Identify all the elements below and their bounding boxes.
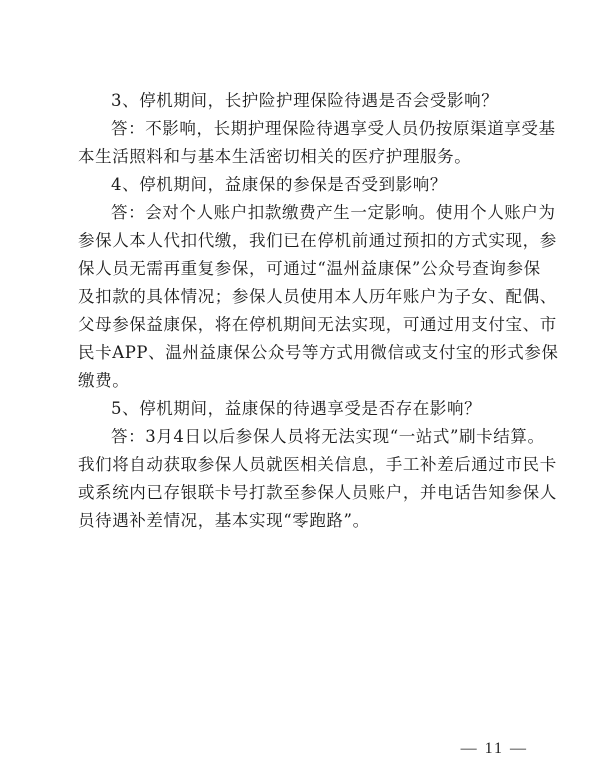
answer-line: 答：3月4日以后参保人员将无法实现“一站式”刷卡结算。 [111,427,545,446]
answer-line: 员待遇补差情况，基本实现“零跑路”。 [78,511,370,530]
answer-line: 或系统内已存银联卡号打款至参保人员账户，并电话告知参保人 [78,483,557,502]
answer-line: 答：不影响，长期护理保险待遇享受人员仍按原渠道享受基 [111,119,556,138]
answer-line: 民卡APP、温州益康保公众号等方式用微信或支付宝的形式参保 [78,343,559,362]
page-number: — 11 — [460,740,528,757]
document-body [78,87,559,535]
faq-question-3 [78,87,548,115]
answer-line: 本生活照料和与基本生活密切相关的医疗护理服务。 [78,147,472,166]
faq-section-5 [78,395,557,535]
faq-section-3 [78,87,556,171]
answer-line: 保人员无需再重复参保，可通过“温州益康保”公众号查询参保 [78,259,541,278]
answer-line: 答：会对个人账户扣款缴费产生一定影响。使用个人账户为 [111,203,556,222]
faq-question-4 [78,171,548,199]
answer-line: 参保人本人代扣代缴，我们已在停机前通过预扣的方式实现，参 [78,231,557,250]
answer-line: 父母参保益康保，将在停机期间无法实现，可通过用支付宝、市 [78,315,557,334]
answer-line: 缴费。 [78,371,130,390]
faq-question-5 [78,395,548,423]
faq-answer-3 [78,115,556,171]
answer-line: 我们将自动获取参保人员就医相关信息，手工补差后通过市民卡 [78,455,557,474]
faq-answer-5 [78,423,557,535]
faq-section-4 [78,171,559,395]
answer-line: 及扣款的具体情况；参保人员使用本人历年账户为子女、配偶、 [78,287,557,306]
question-line: 3、停机期间，长护险护理保险待遇是否会受影响？ [111,91,499,110]
question-line: 4、停机期间，益康保的参保是否受到影响？ [111,175,447,194]
question-line: 5、停机期间，益康保的待遇享受是否存在影响？ [111,399,482,418]
faq-answer-4 [78,199,559,395]
